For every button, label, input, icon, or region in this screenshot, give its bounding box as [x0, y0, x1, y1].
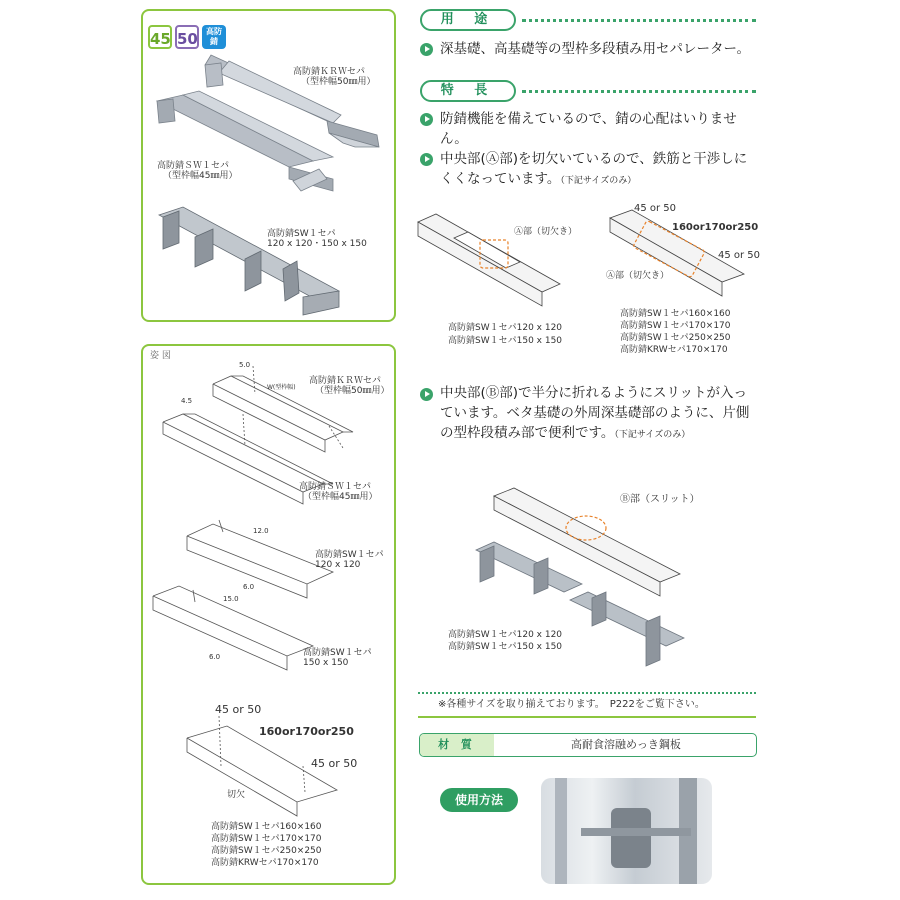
label-b: Ⓑ部（スリット）	[620, 494, 700, 505]
left-model-2: 高防錆SW１セパ150 x 150	[448, 336, 563, 346]
usage-heading-rule	[522, 19, 756, 22]
draw-sw120-name: 高防錆SW１セパ	[315, 550, 384, 560]
photo-bar-left	[555, 778, 567, 884]
feature3-main: 中央部(Ⓑ部)で半分に折れるようにスリットが入っています。ベタ基礎の外周深基礎部のように、片側の型枠段積み部で便利です。	[440, 385, 750, 441]
feature2-bullet-icon	[420, 153, 433, 166]
usage-heading: 用 途	[420, 9, 516, 31]
feature3-note: （下記サイズのみ）	[614, 430, 691, 440]
right-model-4: 高防錆KRWセパ170×170	[620, 345, 728, 355]
feature1-bullet-icon	[420, 113, 433, 126]
big-dim-right: 45 or 50	[311, 757, 358, 770]
badge-45: 45	[148, 25, 172, 49]
draw-dim-150: 15.0	[223, 595, 239, 603]
draw-krw-name: 高防錆ＫＲＷセパ	[309, 376, 382, 386]
big-model-4: 高防錆KRWセパ170×170	[211, 858, 319, 868]
right-model-2: 高防錆SW１セパ170×170	[620, 321, 731, 331]
feature2-text	[440, 149, 760, 191]
top-krw-name: 高防錆ＫＲＷセパ	[293, 67, 366, 77]
top-sw1-45-width: （型枠幅45㎜用）	[163, 171, 238, 181]
cutout-illustrations	[400, 200, 760, 320]
usage-photo	[541, 778, 712, 884]
big-dim-mid: 160or170or250	[259, 725, 354, 738]
dim-mid: 160or170or250	[672, 222, 759, 233]
draw-dim-60-b: 6.0	[209, 653, 221, 661]
top-krw-width: （型枠幅50㎜用）	[301, 77, 376, 87]
right-model-1: 高防錆SW１セパ160×160	[620, 309, 731, 319]
big-dim-top: 45 or 50	[215, 703, 262, 716]
draw-sw150-name: 高防錆SW１セパ	[303, 648, 372, 658]
feature3-text	[440, 383, 758, 445]
feature1-text: 防錆機能を備えているので、錆の心配はいりません。	[440, 111, 737, 147]
size-note: ※各種サイズを取り揃えております。 P222をご覧下さい。	[438, 699, 705, 710]
draw-dim-45: 4.5	[181, 397, 193, 405]
right-model-3: 高防錆SW１セパ250×250	[620, 333, 731, 343]
draw-sw45-name: 高防錆ＳＷ１セパ	[299, 482, 372, 492]
slit-model-2: 高防錆SW１セパ150 x 150	[448, 642, 563, 652]
material-box	[419, 733, 757, 757]
line-drawings	[143, 346, 398, 887]
draw-dim-120: 12.0	[253, 527, 269, 535]
badge-anti-rust-line2: 錆	[210, 37, 218, 46]
big-cut: 切欠	[227, 790, 246, 800]
top-sw1-sq-sizes: 120 x 120・150 x 150	[267, 239, 367, 249]
draw-dim-w: W(型枠幅)	[267, 384, 296, 391]
draw-sw120-size: 120 x 120	[315, 560, 361, 570]
draw-sw45-width: （型枠幅45㎜用）	[303, 492, 378, 502]
technical-drawing-panel	[141, 344, 396, 885]
feature3-bullet-icon	[420, 388, 433, 401]
drawing-title: 姿 図	[150, 351, 171, 361]
top-sw1-sq-name: 高防錆SW１セパ	[267, 229, 336, 239]
usage-bullet-icon	[420, 43, 433, 56]
label-a-right: Ⓐ部（切欠き）	[606, 271, 670, 281]
material-label: 材 質	[420, 734, 494, 756]
usage-text: 深基礎、高基礎等の型枠多段積み用セパレーター。	[440, 41, 750, 57]
label-a-left: Ⓐ部（切欠き）	[514, 227, 578, 237]
badge-anti-rust-line1: 高防	[206, 27, 222, 36]
photo-plate	[581, 828, 691, 836]
product-photo-panel	[141, 9, 396, 322]
feature2-note: （下記サイズのみ）	[560, 176, 637, 186]
feature2-main: 中央部(Ⓐ部)を切欠いているので、鉄筋と干渉しにくくなっています。	[440, 151, 748, 187]
note-rule-bottom	[418, 716, 756, 718]
features-heading: 特 長	[420, 80, 516, 102]
dim-right: 45 or 50	[718, 250, 761, 261]
how-to-use-badge: 使用方法	[440, 788, 518, 812]
left-model-1: 高防錆SW１セパ120 x 120	[448, 323, 563, 333]
dim-top: 45 or 50	[634, 203, 677, 214]
draw-dim-60-a: 6.0	[243, 583, 255, 591]
big-model-3: 高防錆SW１セパ250×250	[211, 846, 322, 856]
features-heading-rule	[522, 90, 756, 93]
big-model-1: 高防錆SW１セパ160×160	[211, 822, 322, 832]
draw-krw-width: （型枠幅50㎜用）	[315, 386, 390, 396]
top-sw1-45-name: 高防錆ＳＷ１セパ	[157, 161, 230, 171]
material-value: 高耐食溶融めっき鋼板	[571, 738, 681, 751]
photo-clamp	[611, 808, 651, 868]
badge-50: 50	[175, 25, 199, 49]
big-model-2: 高防錆SW１セパ170×170	[211, 834, 322, 844]
slit-model-1: 高防錆SW１セパ120 x 120	[448, 630, 563, 640]
draw-sw150-size: 150 x 150	[303, 658, 349, 668]
note-rule-top	[418, 692, 756, 694]
draw-dim-50: 5.0	[239, 361, 251, 369]
